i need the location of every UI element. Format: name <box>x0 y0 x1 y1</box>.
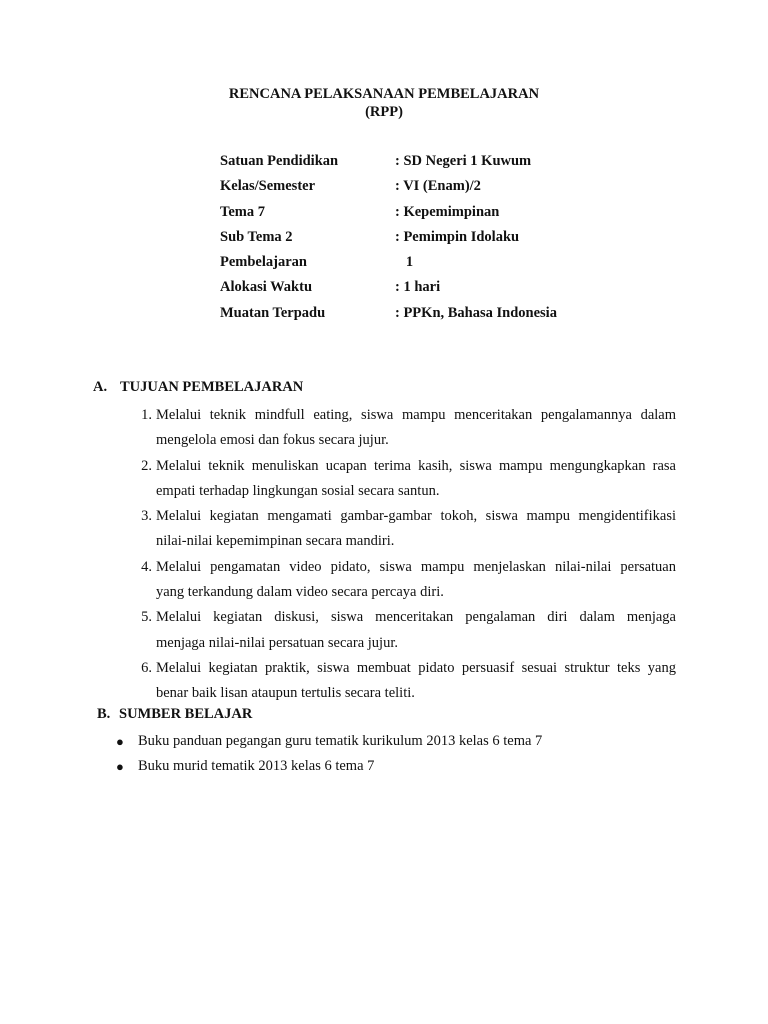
item-text: Melalui kegiatan mengamati gambar-gambar tokoh, siswa mampu mengidentifikasi <box>156 508 676 525</box>
list-item <box>128 454 676 505</box>
bullet-icon: ● <box>116 759 124 775</box>
identity-value: : PPKn, Bahasa Indonesia <box>395 304 557 321</box>
item-text: Melalui kegiatan diskusi, siswa menceritakan pengalaman diri dalam menjaga <box>156 609 676 626</box>
document-title: RENCANA PELAKSANAAN PEMBELAJARAN <box>228 86 540 102</box>
learning-resources-list <box>116 729 542 780</box>
identity-label: Sub Tema 2 <box>220 228 293 245</box>
item-text: menjaga nilai-nilai persatuan secara jujur. <box>156 634 398 651</box>
identity-value: : Pemimpin Idolaku <box>395 228 520 245</box>
item-number: 2. <box>141 457 152 474</box>
item-number: 5. <box>141 609 152 626</box>
list-item <box>116 729 542 754</box>
list-item <box>128 403 676 454</box>
list-item <box>128 605 676 656</box>
item-text: Buku murid tematik 2013 kelas 6 tema 7 <box>138 758 375 775</box>
identity-label: Satuan Pendidikan <box>220 153 339 169</box>
section-letter: A. <box>93 379 108 395</box>
section-title: TUJUAN PEMBELAJARAN <box>120 379 304 395</box>
identity-value: : SD Negeri 1 Kuwum <box>395 153 532 169</box>
section-title: SUMBER BELAJAR <box>119 706 253 722</box>
section-a-heading <box>93 379 303 396</box>
identity-value: : 1 hari <box>395 279 441 296</box>
list-item <box>128 504 676 555</box>
item-number: 4. <box>141 558 152 575</box>
item-text: Melalui kegiatan praktik, siswa membuat pidato persuasif sesuai struktur teks yang <box>156 659 676 676</box>
document-subtitle: (RPP) <box>365 104 403 120</box>
bullet-icon: ● <box>116 734 124 749</box>
identity-label: Pembelajaran <box>220 254 307 271</box>
item-number: 6. <box>141 659 152 676</box>
identity-value: : VI (Enam)/2 <box>395 178 481 195</box>
section-letter: B. <box>97 706 111 722</box>
item-text: benar baik lisan ataupun tertulis secara teliti. <box>156 685 415 702</box>
section-b-heading <box>97 706 252 723</box>
identity-label: Alokasi Waktu <box>220 279 313 296</box>
identity-label: Tema 7 <box>220 203 265 220</box>
item-text: Buku panduan pegangan guru tematik kurikulum 2013 kelas 6 tema 7 <box>138 733 543 749</box>
item-number: 1. <box>141 407 152 423</box>
identity-label: Kelas/Semester <box>220 178 316 195</box>
item-text: empati terhadap lingkungan sosial secara santun. <box>156 482 440 499</box>
item-text: mengelola emosi dan fokus secara jujur. <box>156 432 389 449</box>
identity-value: 1 <box>395 254 414 271</box>
item-text: yang terkandung dalam video secara percaya diri. <box>156 584 444 601</box>
identity-value: : Kepemimpinan <box>395 203 500 220</box>
item-text: Melalui teknik mindfull eating, siswa mampu menceritakan pengalamannya dalam <box>156 407 676 423</box>
item-text: Melalui pengamatan video pidato, siswa mampu menjelaskan nilai-nilai persatuan <box>156 558 676 575</box>
list-item <box>128 656 676 707</box>
list-item <box>116 754 542 779</box>
identity-label: Muatan Terpadu <box>220 304 326 321</box>
list-item <box>128 555 676 606</box>
item-text: nilai-nilai kepemimpinan secara mandiri. <box>156 533 395 550</box>
learning-goals-list <box>128 403 676 707</box>
item-number: 3. <box>141 508 152 525</box>
item-text: Melalui teknik menuliskan ucapan terima kasih, siswa mampu mengungkapkan rasa <box>156 457 676 474</box>
